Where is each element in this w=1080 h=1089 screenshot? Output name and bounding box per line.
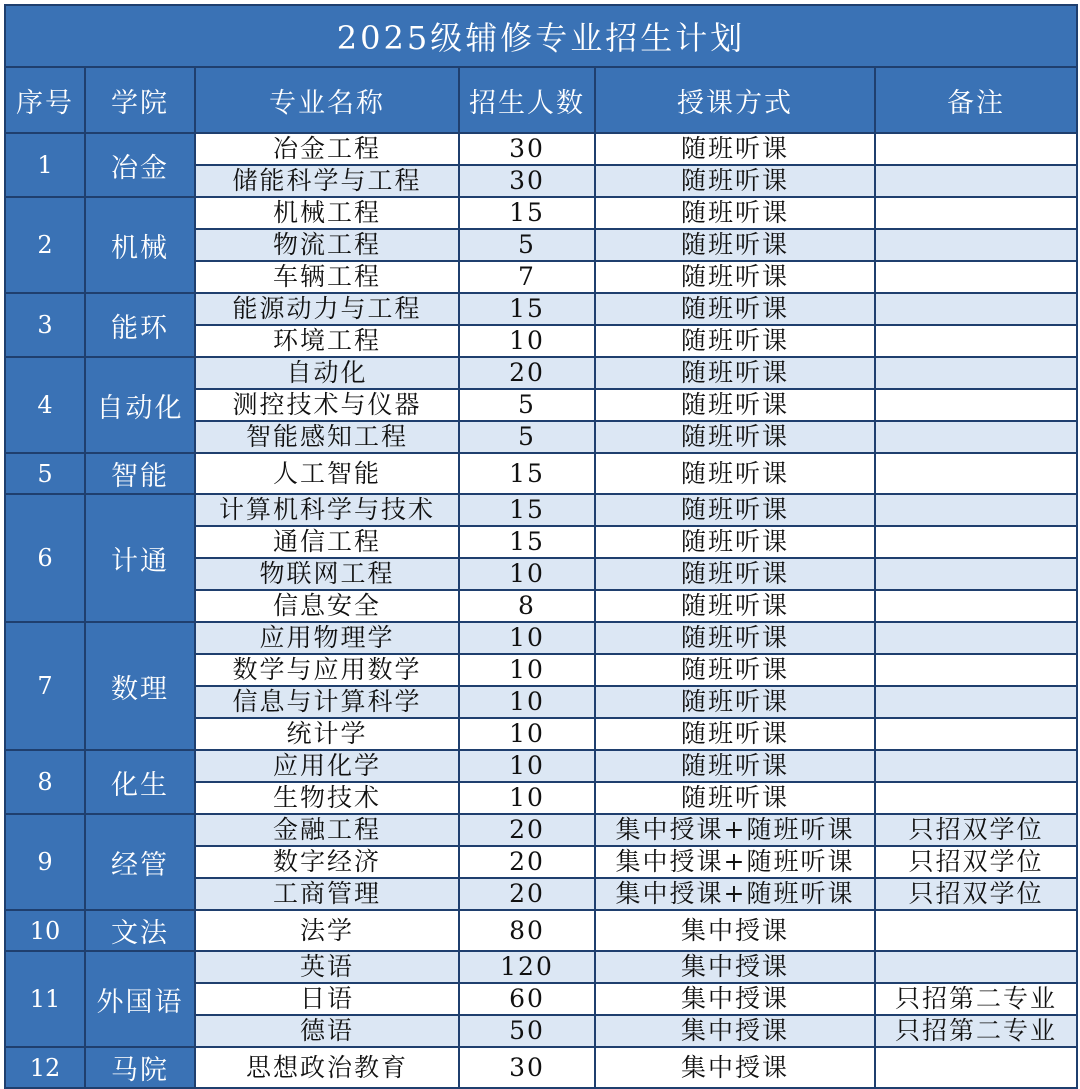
major-cell: 德语 <box>195 1015 459 1047</box>
mode-cell: 随班听课 <box>595 229 875 261</box>
mode-cell: 随班听课 <box>595 526 875 558</box>
count-cell: 30 <box>459 1047 595 1088</box>
count-cell: 10 <box>459 750 595 782</box>
note-cell: 只招双学位 <box>875 878 1077 910</box>
major-cell: 信息安全 <box>195 590 459 622</box>
mode-cell: 随班听课 <box>595 357 875 389</box>
count-cell: 50 <box>459 1015 595 1047</box>
mode-cell: 集中授课+随班听课 <box>595 878 875 910</box>
mode-cell: 随班听课 <box>595 686 875 718</box>
major-cell: 冶金工程 <box>195 133 459 165</box>
table-body <box>5 133 1077 1088</box>
count-cell: 10 <box>459 558 595 590</box>
table-row <box>5 910 1077 951</box>
count-cell: 15 <box>459 197 595 229</box>
enrollment-plan-sheet <box>4 4 1076 1086</box>
note-cell <box>875 1047 1077 1088</box>
count-cell: 5 <box>459 229 595 261</box>
note-cell <box>875 558 1077 590</box>
header-index: 序号 <box>5 67 85 133</box>
mode-cell: 随班听课 <box>595 293 875 325</box>
header-count: 招生人数 <box>459 67 595 133</box>
mode-cell: 随班听课 <box>595 654 875 686</box>
note-cell <box>875 389 1077 421</box>
mode-cell: 随班听课 <box>595 421 875 453</box>
mode-cell: 集中授课 <box>595 1047 875 1088</box>
mode-cell: 随班听课 <box>595 165 875 197</box>
major-cell: 环境工程 <box>195 325 459 357</box>
count-cell: 20 <box>459 814 595 846</box>
table-row <box>5 814 1077 846</box>
major-cell: 工商管理 <box>195 878 459 910</box>
group-index-cell: 12 <box>5 1047 85 1088</box>
count-cell: 10 <box>459 622 595 654</box>
count-cell: 20 <box>459 846 595 878</box>
count-cell: 10 <box>459 686 595 718</box>
major-cell: 车辆工程 <box>195 261 459 293</box>
group-index-cell: 10 <box>5 910 85 951</box>
major-cell: 智能感知工程 <box>195 421 459 453</box>
mode-cell: 随班听课 <box>595 261 875 293</box>
mode-cell: 随班听课 <box>595 590 875 622</box>
count-cell: 15 <box>459 526 595 558</box>
group-index-cell: 8 <box>5 750 85 814</box>
count-cell: 10 <box>459 782 595 814</box>
major-cell: 应用化学 <box>195 750 459 782</box>
major-cell: 储能科学与工程 <box>195 165 459 197</box>
major-cell: 物联网工程 <box>195 558 459 590</box>
mode-cell: 随班听课 <box>595 389 875 421</box>
note-cell <box>875 526 1077 558</box>
count-cell: 5 <box>459 389 595 421</box>
note-cell <box>875 590 1077 622</box>
mode-cell: 集中授课 <box>595 983 875 1015</box>
note-cell <box>875 453 1077 494</box>
note-cell <box>875 293 1077 325</box>
major-cell: 英语 <box>195 951 459 983</box>
mode-cell: 集中授课 <box>595 910 875 951</box>
note-cell <box>875 951 1077 983</box>
major-cell: 机械工程 <box>195 197 459 229</box>
count-cell: 10 <box>459 718 595 750</box>
group-college-cell: 文法 <box>85 910 195 951</box>
mode-cell: 随班听课 <box>595 718 875 750</box>
major-cell: 人工智能 <box>195 453 459 494</box>
note-cell <box>875 750 1077 782</box>
enrollment-table <box>4 4 1078 1089</box>
group-college-cell: 能环 <box>85 293 195 357</box>
group-college-cell: 经管 <box>85 814 195 910</box>
count-cell: 15 <box>459 293 595 325</box>
note-cell <box>875 718 1077 750</box>
group-college-cell: 数理 <box>85 622 195 750</box>
count-cell: 15 <box>459 494 595 526</box>
header-major: 专业名称 <box>195 67 459 133</box>
mode-cell: 随班听课 <box>595 622 875 654</box>
mode-cell: 随班听课 <box>595 197 875 229</box>
group-index-cell: 9 <box>5 814 85 910</box>
header-mode: 授课方式 <box>595 67 875 133</box>
count-cell: 60 <box>459 983 595 1015</box>
group-college-cell: 计通 <box>85 494 195 622</box>
note-cell: 只招双学位 <box>875 846 1077 878</box>
count-cell: 30 <box>459 133 595 165</box>
count-cell: 8 <box>459 590 595 622</box>
major-cell: 能源动力与工程 <box>195 293 459 325</box>
group-college-cell: 机械 <box>85 197 195 293</box>
group-index-cell: 6 <box>5 494 85 622</box>
count-cell: 30 <box>459 165 595 197</box>
group-index-cell: 11 <box>5 951 85 1047</box>
major-cell: 物流工程 <box>195 229 459 261</box>
note-cell <box>875 165 1077 197</box>
mode-cell: 随班听课 <box>595 494 875 526</box>
table-row <box>5 357 1077 389</box>
table-row <box>5 453 1077 494</box>
header-row <box>5 67 1077 133</box>
group-college-cell: 外国语 <box>85 951 195 1047</box>
major-cell: 统计学 <box>195 718 459 750</box>
mode-cell: 随班听课 <box>595 453 875 494</box>
note-cell <box>875 686 1077 718</box>
table-row <box>5 750 1077 782</box>
table-row <box>5 197 1077 229</box>
mode-cell: 随班听课 <box>595 558 875 590</box>
mode-cell: 随班听课 <box>595 750 875 782</box>
note-cell <box>875 622 1077 654</box>
note-cell <box>875 229 1077 261</box>
major-cell: 自动化 <box>195 357 459 389</box>
note-cell: 只招第二专业 <box>875 983 1077 1015</box>
group-college-cell: 智能 <box>85 453 195 494</box>
header-college: 学院 <box>85 67 195 133</box>
major-cell: 应用物理学 <box>195 622 459 654</box>
table-row <box>5 494 1077 526</box>
count-cell: 5 <box>459 421 595 453</box>
group-college-cell: 自动化 <box>85 357 195 453</box>
count-cell: 10 <box>459 325 595 357</box>
note-cell <box>875 325 1077 357</box>
major-cell: 生物技术 <box>195 782 459 814</box>
note-cell <box>875 261 1077 293</box>
major-cell: 计算机科学与技术 <box>195 494 459 526</box>
table-row <box>5 622 1077 654</box>
group-index-cell: 2 <box>5 197 85 293</box>
note-cell <box>875 494 1077 526</box>
major-cell: 数字经济 <box>195 846 459 878</box>
group-college-cell: 马院 <box>85 1047 195 1088</box>
major-cell: 通信工程 <box>195 526 459 558</box>
table-row <box>5 951 1077 983</box>
mode-cell: 集中授课+随班听课 <box>595 814 875 846</box>
major-cell: 日语 <box>195 983 459 1015</box>
note-cell <box>875 910 1077 951</box>
header-note: 备注 <box>875 67 1077 133</box>
note-cell <box>875 782 1077 814</box>
table-row <box>5 133 1077 165</box>
note-cell <box>875 357 1077 389</box>
group-index-cell: 5 <box>5 453 85 494</box>
count-cell: 120 <box>459 951 595 983</box>
mode-cell: 随班听课 <box>595 325 875 357</box>
mode-cell: 集中授课 <box>595 951 875 983</box>
note-cell <box>875 654 1077 686</box>
count-cell: 20 <box>459 357 595 389</box>
table-row <box>5 293 1077 325</box>
mode-cell: 随班听课 <box>595 133 875 165</box>
mode-cell: 随班听课 <box>595 782 875 814</box>
note-cell <box>875 133 1077 165</box>
mode-cell: 集中授课+随班听课 <box>595 846 875 878</box>
group-college-cell: 冶金 <box>85 133 195 197</box>
major-cell: 信息与计算科学 <box>195 686 459 718</box>
count-cell: 7 <box>459 261 595 293</box>
count-cell: 20 <box>459 878 595 910</box>
group-college-cell: 化生 <box>85 750 195 814</box>
table-row <box>5 1047 1077 1088</box>
count-cell: 15 <box>459 453 595 494</box>
count-cell: 80 <box>459 910 595 951</box>
major-cell: 思想政治教育 <box>195 1047 459 1088</box>
group-index-cell: 1 <box>5 133 85 197</box>
major-cell: 测控技术与仪器 <box>195 389 459 421</box>
mode-cell: 集中授课 <box>595 1015 875 1047</box>
note-cell <box>875 197 1077 229</box>
group-index-cell: 4 <box>5 357 85 453</box>
note-cell: 只招第二专业 <box>875 1015 1077 1047</box>
count-cell: 10 <box>459 654 595 686</box>
major-cell: 法学 <box>195 910 459 951</box>
major-cell: 金融工程 <box>195 814 459 846</box>
table-title: 2025级辅修专业招生计划 <box>5 5 1077 67</box>
group-index-cell: 3 <box>5 293 85 357</box>
major-cell: 数学与应用数学 <box>195 654 459 686</box>
note-cell <box>875 421 1077 453</box>
group-index-cell: 7 <box>5 622 85 750</box>
note-cell: 只招双学位 <box>875 814 1077 846</box>
